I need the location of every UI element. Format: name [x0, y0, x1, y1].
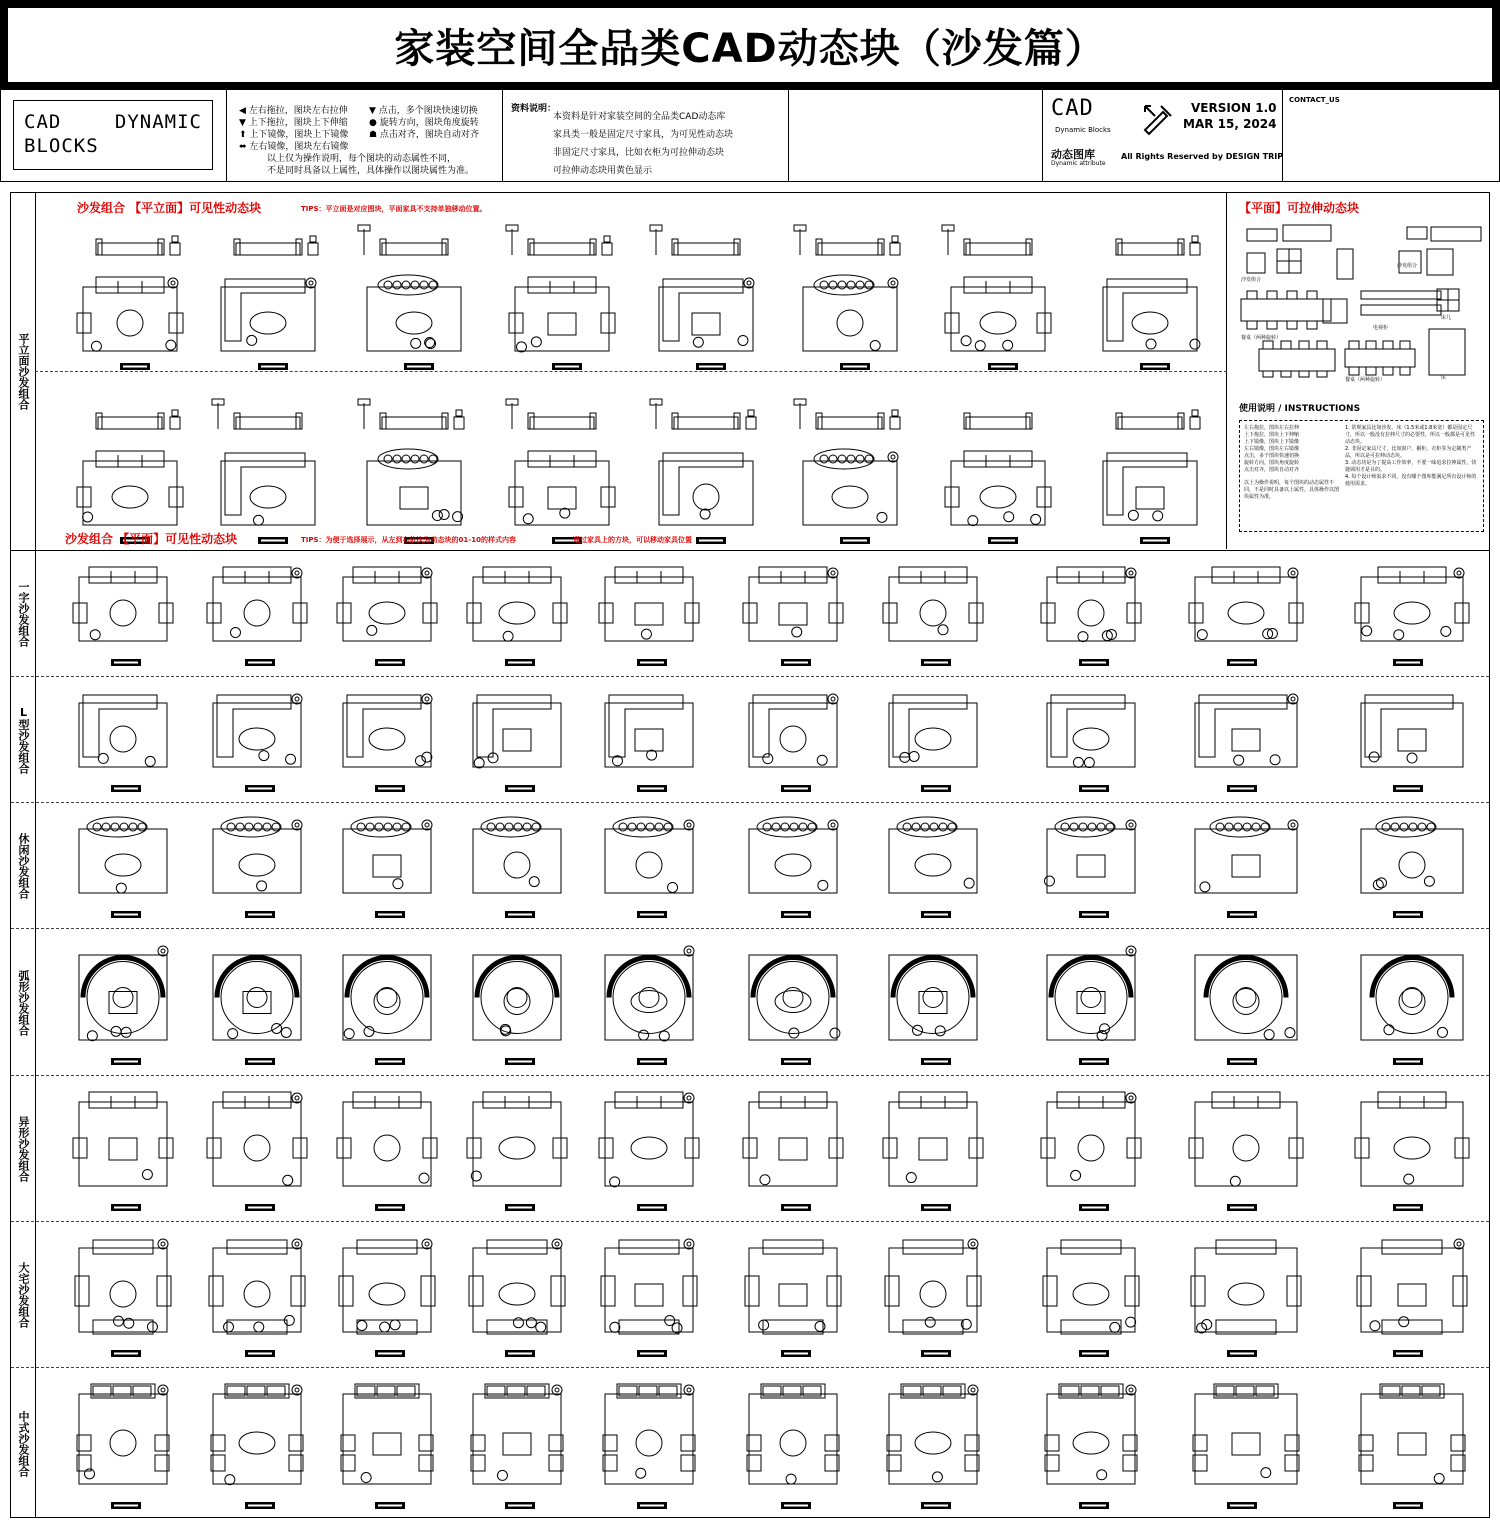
op-text: ▼ 点击，多个图块快速切换 — [369, 106, 478, 116]
plan-drawings — [35, 929, 1489, 1076]
operation-guide — [239, 105, 501, 177]
header-brand-cell — [1043, 90, 1283, 182]
header-ops-cell — [227, 90, 503, 182]
notes-line: 本资料是针对家装空间的全品类CAD动态库 — [553, 112, 726, 122]
logo-word-blocks: BLOCKS — [24, 135, 99, 157]
stretch-label: 电视柜 — [1373, 325, 1389, 331]
version-text: VERSION 1.0 — [1190, 101, 1277, 115]
op-text: ☗ 点击对齐，图块自动对齐 — [369, 130, 479, 140]
plan-row — [11, 1221, 1489, 1367]
row-label-text: 一字沙发组合 — [17, 581, 30, 647]
instructions-list — [1345, 425, 1479, 527]
row-label — [11, 677, 35, 803]
row-label — [11, 929, 35, 1076]
instr-line: 1. 常规家具比如沙发、床（1.5米或1.8米宽）都是固定尺寸，所以一般没有拉伸尺寸的必要性，所以一般都是可见性动态块。 — [1345, 425, 1476, 445]
row-label-text: 异形沙发组合 — [17, 1116, 30, 1182]
stretch-label: 床 — [1441, 375, 1447, 381]
cad-dynamic-blocks-logo — [13, 100, 213, 170]
plan-title: 沙发组合 【平面】可见性动态块 — [65, 532, 238, 546]
stretch-drawings — [1227, 219, 1489, 383]
row-label-text: 休闲沙发组合 — [17, 833, 30, 899]
instructions-ops — [1244, 425, 1339, 527]
stretch-label: 沙发组合 — [1241, 277, 1262, 283]
op-note: 不是同时具备以上属性，具体操作以图块属性为准。 — [267, 166, 475, 176]
elevation-title: 沙发组合 【平立面】可见性动态块 — [77, 201, 262, 215]
plan-drawings — [35, 1222, 1489, 1368]
notes-line: 可拉伸动态块用黄色显示 — [553, 166, 653, 176]
row-label: 平立面沙发组合 — [17, 332, 30, 410]
header-notes-cell — [503, 90, 789, 182]
plan-drawings — [35, 1368, 1489, 1520]
op-text: ⬆ 上下镜像，图块上下镜像 — [239, 130, 349, 140]
instructions-title: 使用说明 / INSTRUCTIONS — [1239, 404, 1361, 414]
row-label — [11, 1076, 35, 1222]
op-text: ▼ 上下拖拉，图块上下伸缩 — [239, 118, 348, 128]
instr-line: 2. 非固定家具尺寸，比如窗户、橱柜、衣柜等为定制类产品，所以是可拉伸动态块。 — [1345, 446, 1472, 459]
plan-row — [11, 1367, 1489, 1519]
plan-drawings — [35, 677, 1489, 803]
instr-op: 以上为操作说明，每个图块的动态属性不同，不是同时具备以上属性，具体操作以图块属性为准。 — [1244, 480, 1340, 500]
instructions — [1239, 401, 1484, 532]
row-label-text: 中式沙发组合 — [17, 1411, 30, 1477]
notes-line: 非固定尺寸家具，比如衣柜为可拉伸动态块 — [553, 148, 725, 158]
rights-text: All Rights Reserved by DESIGN TRIP — [1121, 152, 1284, 161]
plan-row — [11, 676, 1489, 802]
op-text: ● 旋转方向，图块角度旋转 — [369, 118, 479, 128]
stretch-label: 沙发组合 — [1397, 263, 1418, 269]
instr-op: 点击对齐，图块自动对齐 — [1244, 467, 1300, 473]
plan-drawings — [35, 551, 1489, 677]
row-label-text: 大宅沙发组合 — [17, 1262, 30, 1328]
version-date: MAR 15, 2024 — [1183, 117, 1277, 131]
instr-op: 左右拖拉，图块左右拉伸 — [1244, 425, 1300, 431]
material-notes — [511, 100, 733, 180]
elevation-tips: TIPS：平立面是对应图块，平面家具不支持单独移动位置。 — [301, 205, 487, 213]
row-label-text: 弧形沙发组合 — [17, 969, 30, 1036]
plan-drawings — [35, 1076, 1489, 1222]
stretch-title: 【平面】可拉伸动态块 — [1239, 201, 1360, 215]
instructions-box — [1239, 420, 1484, 532]
plan-drawings — [35, 803, 1489, 929]
library-title: 动态图库 — [1051, 148, 1095, 161]
row-label — [11, 1222, 35, 1368]
stretch-label: 床几 — [1441, 315, 1452, 321]
op-text: ◀ 左右拖拉，图块左右拉伸 — [239, 106, 348, 116]
stretch-label: 餐桌（两种旋转） — [1241, 335, 1282, 341]
header-blank-cell — [789, 90, 1043, 182]
op-note: 以上仅为操作说明，每个图块的动态属性不同， — [267, 154, 457, 164]
notes-line: 家具类一般是固定尺寸家具，为可见性动态块 — [553, 130, 734, 140]
plan-row — [11, 550, 1489, 676]
pen-ruler-icon — [1141, 102, 1175, 136]
instr-line: 3. 动态块是为了提高工作效率，不要一味追求拉伸属性，快捷调用才是目的。 — [1345, 460, 1477, 473]
plan-row — [11, 802, 1489, 928]
notes-heading: 资料说明： — [511, 104, 557, 114]
logo-word-dynamic: DYNAMIC — [114, 111, 202, 133]
page-title: 家装空间全品类CAD动态块（沙发篇） — [394, 25, 1106, 72]
row-label — [11, 551, 35, 677]
plan-tips-2: 通过家具上的方块，可以移动家具位置 — [573, 536, 692, 544]
row-label-text: L型沙发组合 — [17, 706, 30, 774]
header-panel — [0, 90, 1500, 182]
row-label — [11, 1368, 35, 1520]
stretch-label: 餐桌（两种旋转） — [1345, 377, 1386, 383]
plan-tips: TIPS：为便于选择展示，从左到右依次为动态块的01-10的样式内容 — [301, 536, 516, 544]
instr-line: 4. 每个设计师需求不同，没有哪个图库能满足所有设计师的使用需求。 — [1345, 474, 1477, 487]
library-subtitle: Dynamic attribute — [1051, 160, 1106, 167]
instr-op: 左右镜像，图块左右镜像 — [1244, 446, 1300, 452]
plan-row — [11, 1075, 1489, 1221]
contact-label: CONTACT_US — [1289, 96, 1340, 104]
header-logo-cell — [1, 90, 227, 182]
instr-op: 上下拖拉，图块上下伸缩 — [1244, 432, 1300, 438]
instr-op: 点击，多个图块快速切换 — [1244, 453, 1300, 459]
row-label — [11, 803, 35, 929]
logo-word-cad: CAD — [24, 111, 62, 133]
instr-op: 上下镜像，图块上下镜像 — [1244, 439, 1300, 445]
plan-row — [11, 928, 1489, 1075]
instr-op: 旋转方向，图块角度旋转 — [1244, 460, 1300, 466]
op-text: ⬌ 左右镜像，图块左右镜像 — [239, 142, 349, 152]
elevation-panel — [35, 193, 1227, 549]
brand-cad: CAD — [1051, 96, 1094, 121]
version-block — [1183, 100, 1276, 132]
title-bar — [0, 0, 1500, 90]
elevation-drawings — [35, 193, 1227, 529]
catalog-area — [10, 192, 1490, 1518]
brand-cad-sub: Dynamic Blocks — [1055, 126, 1111, 134]
